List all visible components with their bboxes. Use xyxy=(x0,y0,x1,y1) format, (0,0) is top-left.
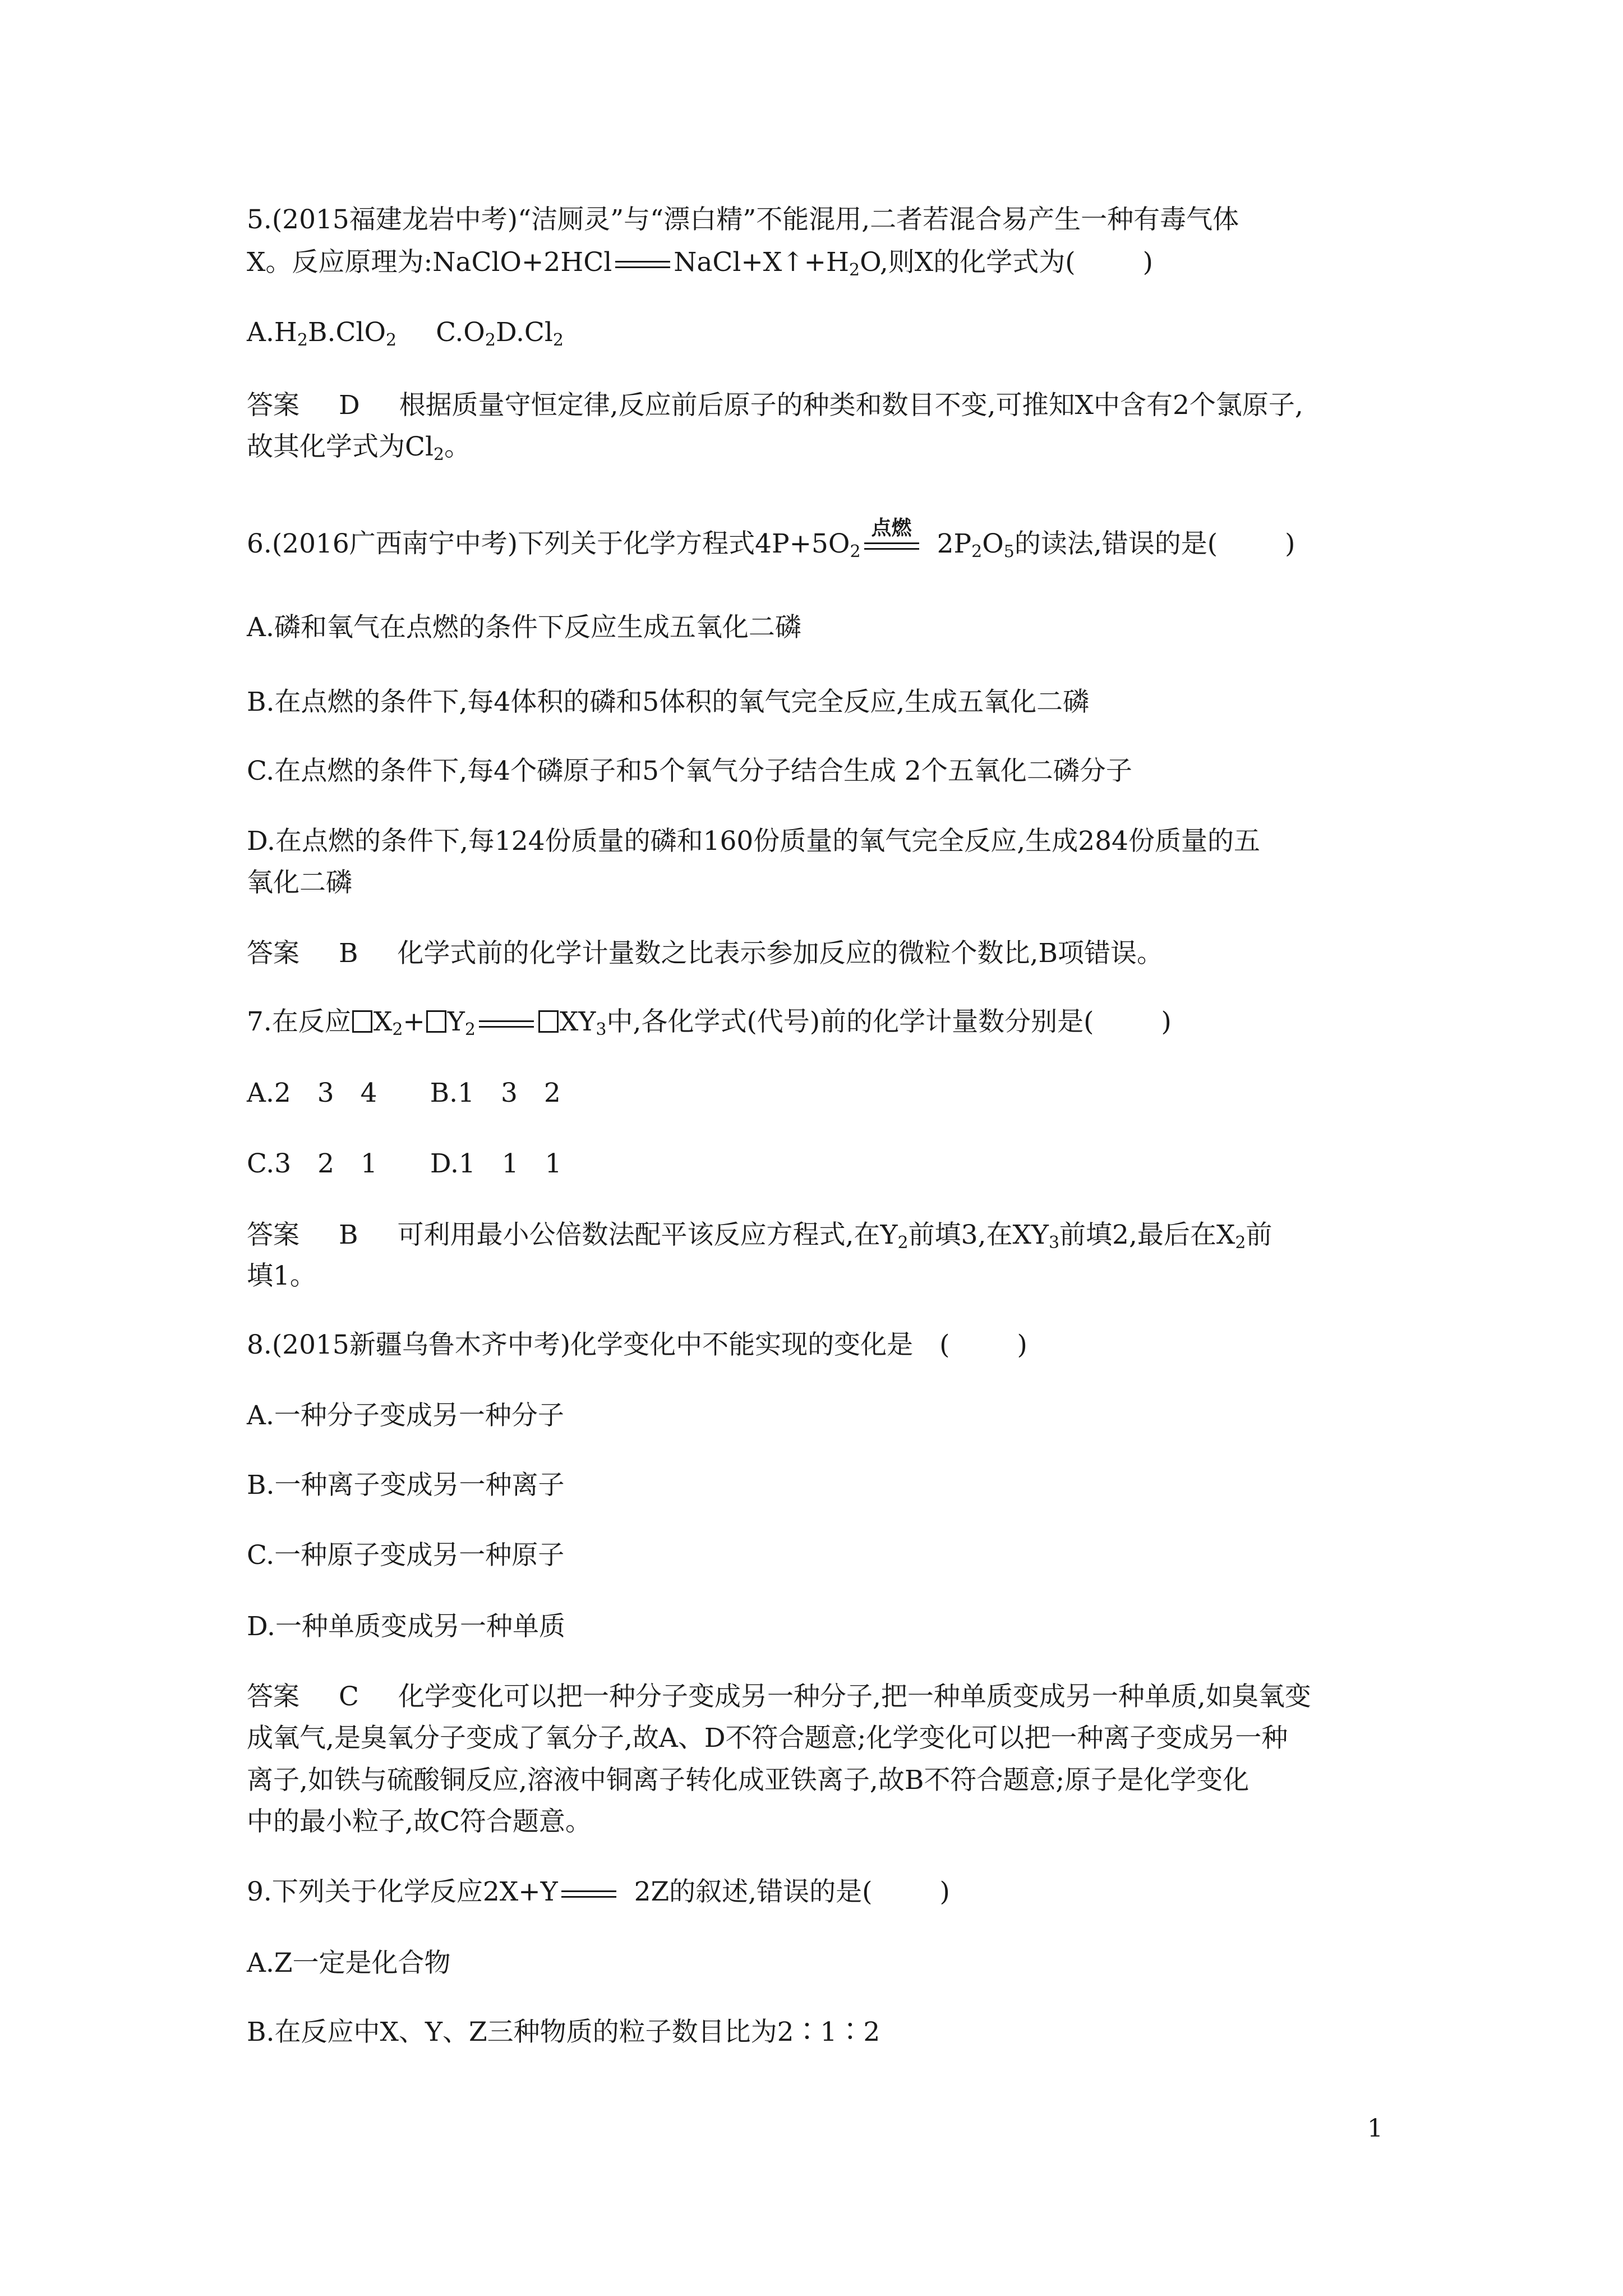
q5-answer-line1: 答案 D 根据质量守恒定律,反应前后原子的种类和数目不变,可推知X中含有2个氯原子, xyxy=(247,390,1303,421)
q5-answer-line2: 故其化学式为$Cl_2$。 xyxy=(247,431,471,464)
q6-answer: 答案 B 化学式前的化学计量数之比表示参加反应的微粒个数比,B项错误。 xyxy=(247,938,1164,969)
blank-box xyxy=(352,1010,372,1033)
q7-options-ab: A.2 3 4 B.1 3 2 xyxy=(247,1078,561,1108)
equals-sign-double xyxy=(612,253,674,275)
q6-stem: 6.(2016广西南宁中考)下列关于化学方程式$4P+5O_2$ 点燃 $2P_2O_5$的读法,错误的是( ) xyxy=(247,516,1295,562)
q6-option-d-line1: D.在点燃的条件下,每124份质量的磷和160份质量的氧气完全反应,生成284份质量的五 xyxy=(247,826,1260,857)
q8-option-b: B.一种离子变成另一种离子 xyxy=(247,1470,565,1501)
q6-option-c: C.在点燃的条件下,每4个磷原子和5个氧气分子结合生成 2个五氧化二磷分子 xyxy=(247,756,1132,786)
equals-sign-double xyxy=(558,1883,620,1905)
q8-option-d: D.一种单质变成另一种单质 xyxy=(247,1611,565,1642)
q9-option-a: A.Z一定是化合物 xyxy=(247,1948,451,1978)
q8-stem: 8.(2015新疆乌鲁木齐中考)化学变化中不能实现的变化是 ( ) xyxy=(247,1329,1027,1360)
q8-option-c: C.一种原子变成另一种原子 xyxy=(247,1540,565,1571)
q7-answer-line1: 答案 B 可利用最小公倍数法配平该反应方程式,在$Y_2$前填3,在$XY_3$前填2,最后在$X_2$前 xyxy=(247,1220,1272,1253)
q5-options: $A.H_2B.ClO_2$ $C.O_2D.Cl_2$ xyxy=(247,317,564,350)
blank-box xyxy=(538,1010,559,1033)
q8-answer-line2: 成氧气,是臭氧分子变成了氧分子,故A、D不符合题意;化学变化可以把一种离子变成另一种 xyxy=(247,1723,1288,1754)
q8-answer-line3: 离子,如铁与硫酸铜反应,溶液中铜离子转化成亚铁离子,故B不符合题意;原子是化学变化 xyxy=(247,1765,1249,1796)
q5-stem-line1: 5.(2015福建龙岩中考)“洁厕灵”与“漂白精”不能混用,二者若混合易产生一种有毒气体 xyxy=(247,204,1239,235)
q8-answer-line1: 答案 C 化学变化可以把一种分子变成另一种分子,把一种单质变成另一种单质,如臭氧变 xyxy=(247,1681,1311,1712)
q6-option-b: B.在点燃的条件下,每4体积的磷和5体积的氧气完全反应,生成五氧化二磷 xyxy=(247,687,1090,717)
q9-option-b: B.在反应中X、Y、Z三种物质的粒子数目比为2∶1∶2 xyxy=(247,2017,880,2047)
q8-answer-line4: 中的最小粒子,故C符合题意。 xyxy=(247,1806,592,1837)
q9-stem: 9.下列关于化学反应2X+Y 2Z的叙述,错误的是( ) xyxy=(247,1876,950,1907)
page-number: 1 xyxy=(1367,2114,1383,2143)
equals-sign-double: 点燃 xyxy=(861,535,923,557)
q5-stem-line2: X。反应原理为:NaClO+2HCl $NaCl+X↑+H_2O$,则X的化学式为( ) xyxy=(247,247,1153,280)
q8-option-a: A.一种分子变成另一种分子 xyxy=(247,1400,564,1431)
equals-sign-double xyxy=(476,1013,537,1035)
q7-answer-line2: 填1。 xyxy=(247,1260,316,1291)
q6-option-d-line2: 氧化二磷 xyxy=(247,867,352,898)
q7-stem: 7.在反应 $X_2+ Y_2$ $XY_3$中,各化学式(代号)前的化学计量数分别是( ) xyxy=(247,1006,1172,1039)
blank-box xyxy=(426,1010,446,1033)
q6-option-a: A.磷和氧气在点燃的条件下反应生成五氧化二磷 xyxy=(247,612,801,643)
q7-options-cd: C.3 2 1 D.1 1 1 xyxy=(247,1148,562,1179)
